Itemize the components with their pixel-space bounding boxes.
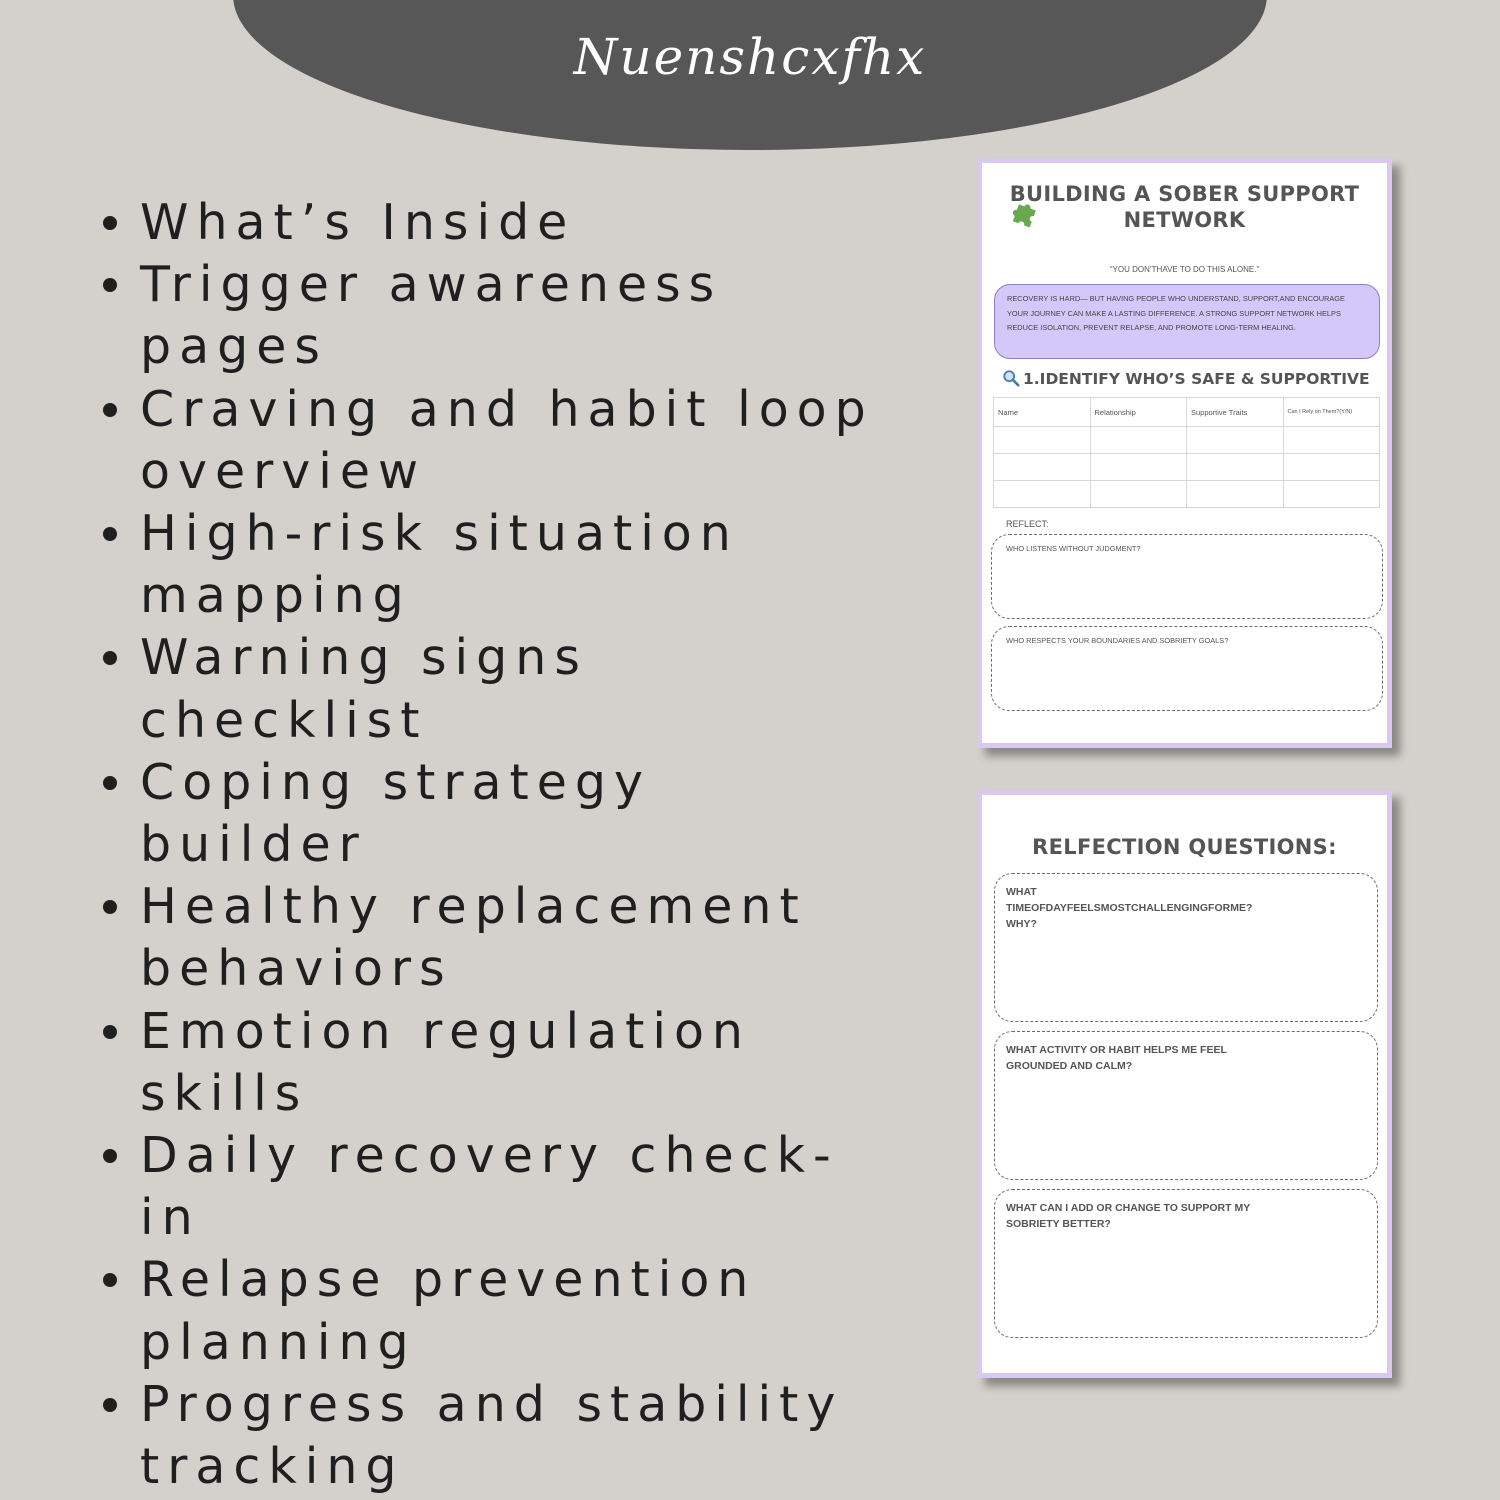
feature-item: Daily recovery check-in [100, 1125, 880, 1249]
bullet-icon [103, 1025, 117, 1039]
table-row [994, 427, 1380, 454]
question-box: WHAT TIMEOFDAYFEELSMOSTCHALLENGINGFORME? WHY? [994, 873, 1378, 1022]
puzzle-icon [1010, 199, 1040, 229]
feature-list [100, 192, 880, 1498]
feature-item: Warning signs checklist [100, 627, 880, 751]
question-box: WHAT ACTIVITY OR HABIT HELPS ME FEEL GROUNDED AND CALM? [994, 1031, 1378, 1180]
worksheet-preview-reflection [977, 790, 1392, 1378]
bullet-icon [103, 1273, 117, 1287]
table-row [994, 454, 1380, 481]
table-header: Supportive Traits [1187, 398, 1284, 427]
reflect-box: WHO LISTENS WITHOUT JUDGMENT? [991, 534, 1383, 619]
feature-item: High-risk situation mapping [100, 503, 880, 627]
bullet-icon [103, 527, 117, 541]
feature-item: Craving and habit loop overview [100, 379, 880, 503]
feature-item: Emotion regulation skills [100, 1001, 880, 1125]
feature-item: Trigger awareness pages [100, 254, 880, 378]
feature-item: Coping strategy builder [100, 752, 880, 876]
feature-item: Healthy replacement behaviors [100, 876, 880, 1000]
reflect-label: REFLECT: [1006, 519, 1049, 529]
support-table [993, 397, 1380, 508]
bullet-icon [103, 900, 117, 914]
feature-item: Relapse prevention planning [100, 1249, 880, 1373]
section-heading: 1.IDENTIFY WHO’S SAFE & SUPPORTIVE [1002, 369, 1382, 388]
table-header: Name [994, 398, 1091, 427]
worksheet-preview-support-network [977, 158, 1392, 748]
table-header-row [994, 398, 1380, 427]
worksheet-quote: “YOU DON’THAVE TO DO THIS ALONE.” [1109, 265, 1260, 274]
bullet-icon [103, 278, 117, 292]
question-box: WHAT CAN I ADD OR CHANGE TO SUPPORT MY SOBRIETY BETTER? [994, 1189, 1378, 1338]
worksheet-intro-box: RECOVERY IS HARD— BUT HAVING PEOPLE WHO UNDERSTAND, SUPPORT,AND ENCOURAGE YOUR JOURNEY CAN MAKE A LASTING DIFFERENCE. A STRONG SUPPORT NETWORK HELPS REDUCE ISOLATION, PREVENT RELAPSE, AND PROMOTE LONG-TERM HEALING. [994, 284, 1380, 359]
feature-item: Progress and stability tracking [100, 1374, 880, 1498]
bullet-icon [103, 216, 117, 230]
table-header: Relationship [1090, 398, 1187, 427]
worksheet-title: BUILDING A SOBER SUPPORT NETWORK [1009, 182, 1360, 232]
bullet-icon [103, 1398, 117, 1412]
table-header: Can I Rely on Them?(Y/N) [1283, 398, 1380, 427]
bullet-icon [103, 1149, 117, 1163]
bullet-icon [103, 776, 117, 790]
worksheet-title: RELFECTION QUESTIONS: [1032, 835, 1337, 859]
magnifier-icon [1002, 369, 1020, 387]
brand-name: Nuenshcxfhx [573, 28, 927, 86]
bullet-icon [103, 403, 117, 417]
reflect-box: WHO RESPECTS YOUR BOUNDARIES AND SOBRIETY GOALS? [991, 626, 1383, 711]
table-row [994, 481, 1380, 508]
bullet-icon [103, 651, 117, 665]
feature-item: What’s Inside [100, 192, 880, 254]
